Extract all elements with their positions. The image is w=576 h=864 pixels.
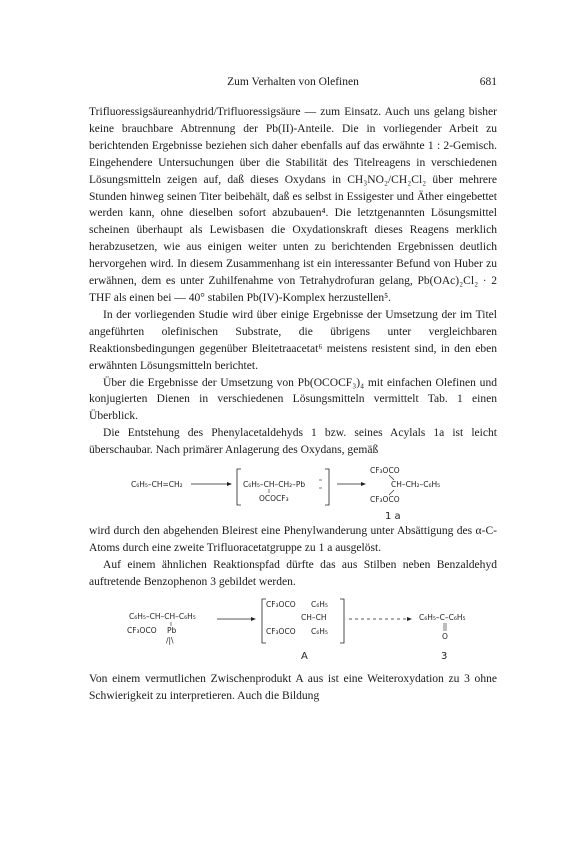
scheme2-intA-mid: CH–CH (301, 612, 327, 622)
scheme2-label-3: 3 (441, 650, 448, 662)
scheme1-product-main: CH–CH₂–C₆H₅ (391, 480, 441, 490)
scheme2-reactant-sub3: /|\ (166, 635, 174, 645)
paragraph-5: wird durch den abgehenden Bleirest eine Phenylwanderung unter Absättigung des α-C-Atoms durch eine zweite Trifluoracetatgruppe zu 1 a ausgelöst. (89, 525, 497, 554)
paragraph-4: Die Entstehung des Phenylacetaldehyds 1 bzw. seines Acylals 1a ist leicht überschaubar. Nach primärer Anlagerung des Oxydans, gemäß (89, 427, 497, 457)
scheme1-product-label: 1 a (385, 511, 401, 522)
running-header (89, 76, 497, 92)
page-number: 681 (479, 76, 497, 88)
body-text (89, 104, 497, 704)
scheme1-intermediate-sub: OCOCF₃ (259, 494, 289, 504)
scheme-1-figure (89, 463, 497, 521)
scheme1-product-top: CF₃OCO (370, 466, 400, 476)
scheme2-product: C₆H₅–C–C₆H₅ (419, 612, 466, 622)
scheme2-reactant: C₆H₅–CH–CH–C₆H₅ (129, 611, 196, 621)
scheme1-intermediate: C₆H₅–CH–CH₂–Pb (243, 480, 306, 490)
scheme2-label-a: A (301, 650, 308, 662)
scheme2-reactant-sub2: Pb (167, 625, 177, 635)
scheme2-intA-br: C₆H₅ (311, 626, 328, 636)
scheme2-intA-tr: C₆H₅ (311, 599, 328, 609)
scheme2-product-o: O (442, 631, 448, 641)
scheme2-reactant-sub1: CF₃OCO (127, 625, 157, 635)
scheme2-intA-bl: CF₃OCO (266, 626, 296, 636)
paragraph-3: Über die Ergebnisse der Umsetzung von Pb(OCOCF₃)₄ mit einfachen Olefinen und konjugierten Dienen in verschiedenen Lösungsmitteln vermittelt Tab. 1 einen Überblick. (89, 376, 497, 423)
reaction-scheme-2 (89, 595, 497, 669)
paragraph-7: Von einem vermutlichen Zwischenprodukt A aus ist eine Weiteroxydation zu 3 ohne Schwierigkeit zu interpretieren. Auch die Bildung (89, 672, 497, 702)
scheme-2-figure (89, 595, 497, 669)
paragraph-2: In der vorliegenden Studie wird über einige Ergebnisse der Umsetzung der im Titel angeführten olefinischen Substrate, die übrigens unter vergleichbaren Reaktionsbedingungen gegenüber Bleitetraacetat⁶ meistens resistent sind, in den eben erwähnten Lösungsmitteln berichtet. (89, 308, 497, 372)
running-title: Zum Verhalten von Olefinen (227, 76, 359, 88)
reaction-scheme-1 (89, 463, 497, 521)
paragraph-1: Trifluoressigsäureanhydrid/Trifluoressigsäure — zum Einsatz. Auch uns gelang bisher keine brauchbare Abtrennung der Pb(II)-Anteile. Die in vorliegender Arbeit zu berichtenden Ergebnisse beziehen sich daher ebenfalls auf das erwähnte 1 : 2-Gemisch. Eingehendere Untersuchungen über die Stabilität des Titelreagens in verschiedenen Lösungsmitteln zeigen auf, daß dieses Oxydans in CH₃NO₂/CH₂Cl₂ über mehrere Stunden hinweg seinen Titer beibehält, daß es selbst in Essigester und Äther eingebettet werden kann, ohne dieselben sofort abzubauen⁴. Die letztgenannten Lösungsmittel scheinen überhaupt als Lewisbasen die Oxydationskraft dieses Reagens merklich herabzusetzen, wie aus einigen weiter unten zu berichtenden Ergebnissen deutlich hervorgehen wird. In diesem Zusammenhang ist ein interessanter Befund von Huber zu erwähnen, dem es unter Zuhilfenahme von Tetrahydrofuran gelang, Pb(OAc)₂Cl₂ · 2 THF als einen bei — 40° stabilen Pb(IV)-Komplex herzustellen⁵. (89, 106, 497, 304)
paragraph-6: Auf einem ähnlichen Reaktionspfad dürfte das aus Stilben neben Benzaldehyd auftretende Benzophenon 3 gebildet werden. (89, 558, 497, 588)
scheme2-intA-tl: CF₃OCO (266, 599, 296, 609)
scheme1-reactant: C₆H₅–CH=CH₂ (131, 480, 183, 490)
scheme1-product-bottom: CF₃OCO (370, 495, 400, 505)
